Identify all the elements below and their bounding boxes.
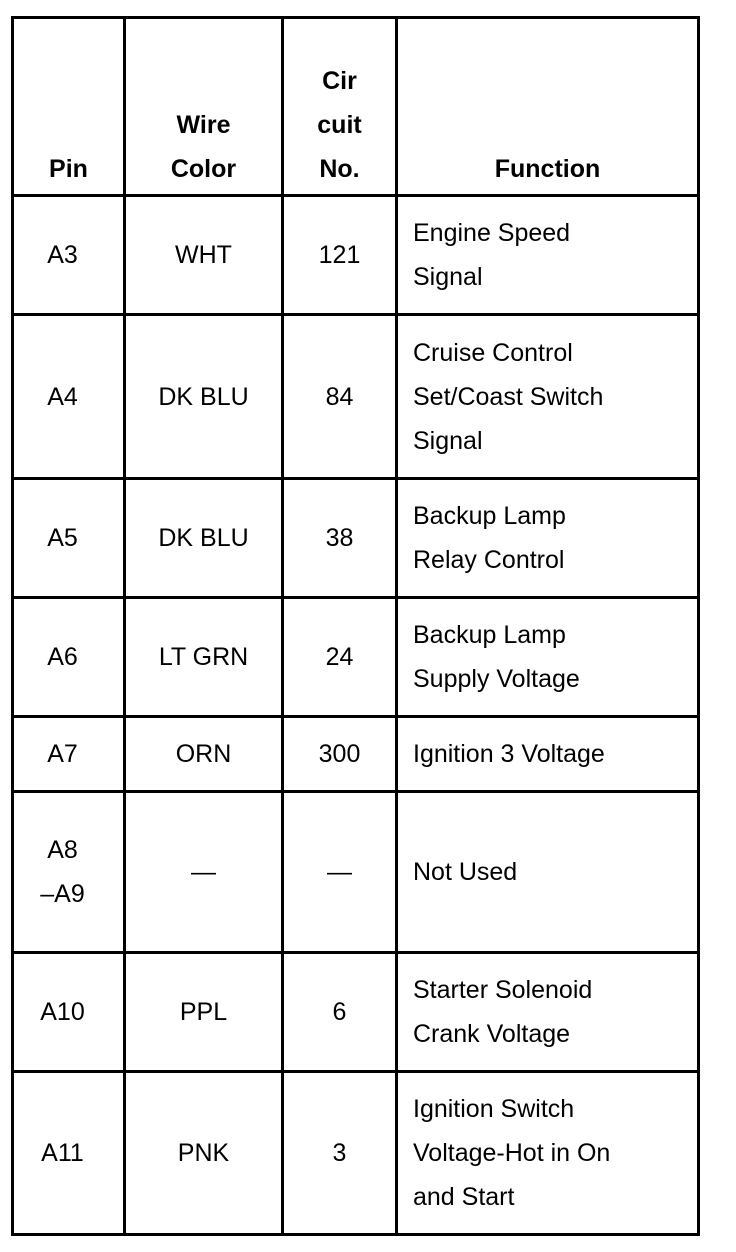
table-row xyxy=(13,315,699,479)
table-row xyxy=(13,479,699,598)
table-row xyxy=(13,1072,699,1235)
pin-cell: A3 xyxy=(13,196,125,315)
table-row xyxy=(13,792,699,953)
pin-cell: A6 xyxy=(13,598,125,717)
header-function: Function xyxy=(397,18,699,196)
header-wire-color: Wire Color xyxy=(125,18,283,196)
pin-cell: A8 –A9 xyxy=(13,792,125,953)
table-row xyxy=(13,196,699,315)
table-row xyxy=(13,717,699,792)
header-row xyxy=(13,18,699,196)
circuit-cell: 300 xyxy=(283,717,397,792)
circuit-cell: 24 xyxy=(283,598,397,717)
circuit-cell: 3 xyxy=(283,1072,397,1235)
pin-cell: A5 xyxy=(13,479,125,598)
wire-color-cell: ORN xyxy=(125,717,283,792)
function-cell: Not Used xyxy=(397,792,699,953)
pin-cell: A4 xyxy=(13,315,125,479)
circuit-cell: 38 xyxy=(283,479,397,598)
table-row xyxy=(13,598,699,717)
circuit-cell: 6 xyxy=(283,953,397,1072)
circuit-cell: — xyxy=(283,792,397,953)
wire-color-cell: LT GRN xyxy=(125,598,283,717)
wire-color-cell: DK BLU xyxy=(125,315,283,479)
circuit-cell: 84 xyxy=(283,315,397,479)
header-pin: Pin xyxy=(13,18,125,196)
table-row xyxy=(13,953,699,1072)
pin-table xyxy=(11,16,700,1236)
circuit-cell: 121 xyxy=(283,196,397,315)
wire-color-cell: PNK xyxy=(125,1072,283,1235)
function-cell: Starter Solenoid Crank Voltage xyxy=(397,953,699,1072)
wire-color-cell: DK BLU xyxy=(125,479,283,598)
pin-cell: A11 xyxy=(13,1072,125,1235)
wire-color-cell: WHT xyxy=(125,196,283,315)
wire-color-cell: PPL xyxy=(125,953,283,1072)
pin-cell: A7 xyxy=(13,717,125,792)
function-cell: Ignition 3 Voltage xyxy=(397,717,699,792)
function-cell: Cruise Control Set/Coast Switch Signal xyxy=(397,315,699,479)
header-circuit-no: Cir cuit No. xyxy=(283,18,397,196)
function-cell: Engine Speed Signal xyxy=(397,196,699,315)
function-cell: Backup Lamp Supply Voltage xyxy=(397,598,699,717)
wire-color-cell: — xyxy=(125,792,283,953)
pin-cell: A10 xyxy=(13,953,125,1072)
function-cell: Backup Lamp Relay Control xyxy=(397,479,699,598)
function-cell: Ignition Switch Voltage-Hot in On and Start xyxy=(397,1072,699,1235)
